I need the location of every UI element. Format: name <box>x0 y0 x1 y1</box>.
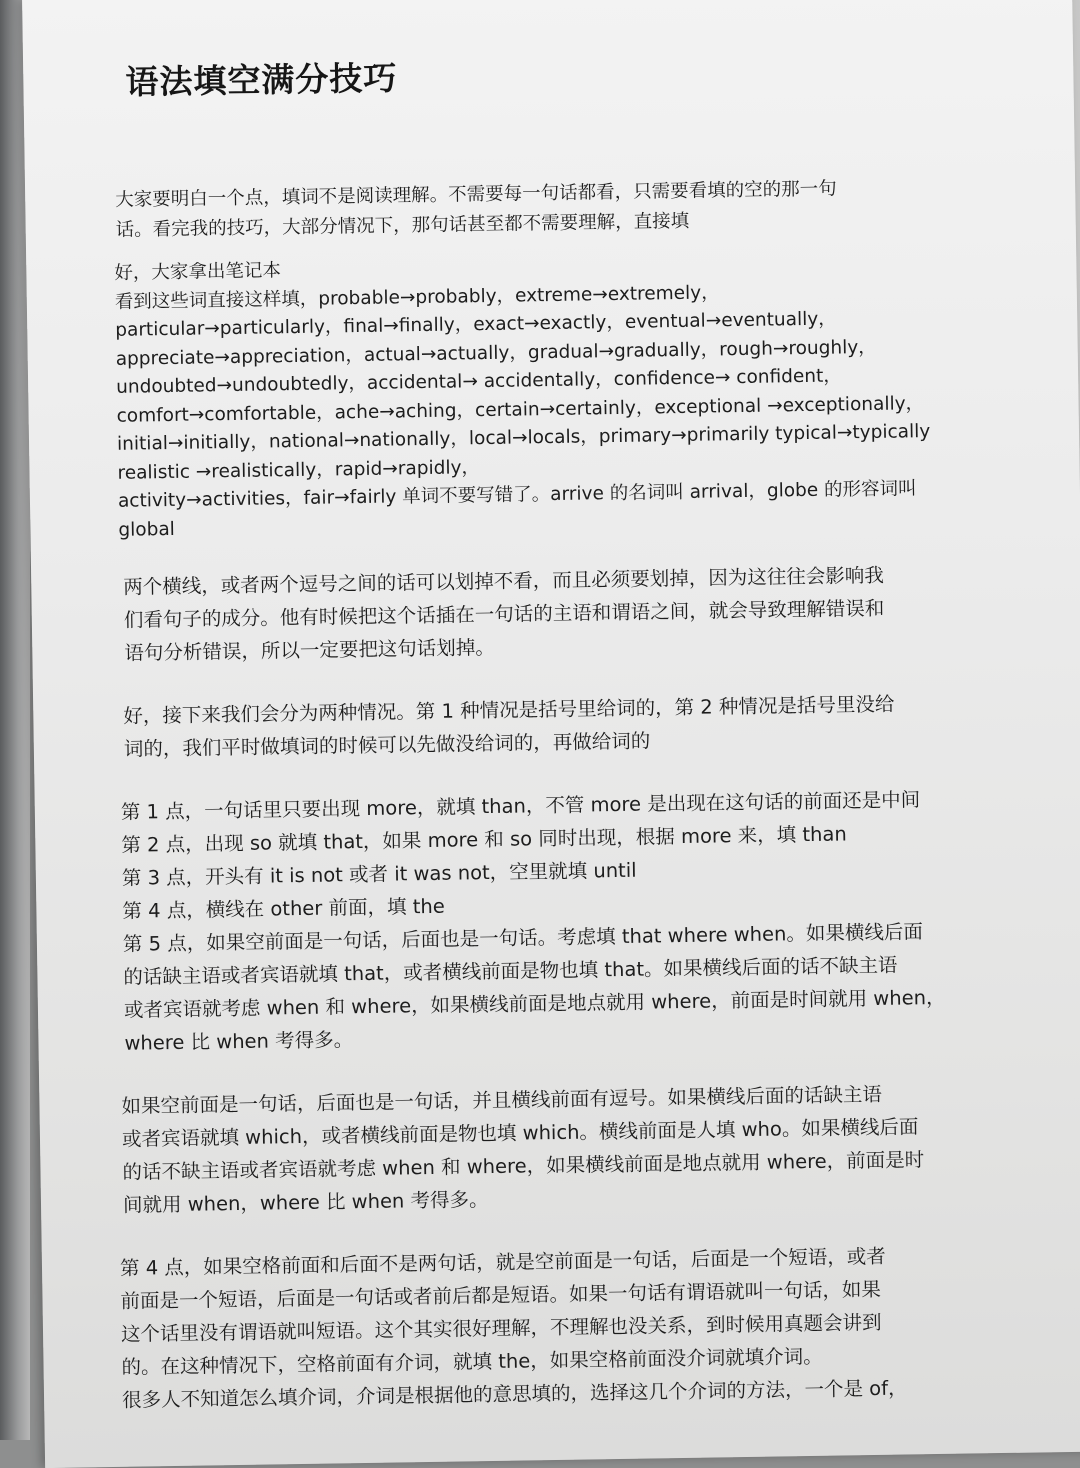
text-line: initial→initially，national→nationally，local→locals，primary→primarily typical→typically <box>116 421 931 455</box>
text-line: 前面是一个短语，后面是一句话或者前后都是短语。如果一句话有谓语就叫一句话，如果 <box>120 1277 882 1313</box>
rule-item: 第 1 点，一句话里只要出现 more，就填 than，不管 more 是出现在这句话的前面还是中间 <box>120 788 921 824</box>
text-line: 的话缺主语或者宾语就填 that，或者横线前面是物也填 that。如果横线后面的话不缺主语 <box>123 953 898 989</box>
page-title: 语法填空满分技巧 <box>125 58 398 102</box>
notes-opening: 好，大家拿出笔记本 <box>114 260 282 284</box>
text-line: realistic →realistically，rapid→rapidly， <box>117 456 481 484</box>
page-content <box>114 44 960 1417</box>
text-line: undoubted→undoubtedly，accidental→ accidentally，confidence→ confident， <box>116 365 842 398</box>
text-line: particular→particularly，final→finally，exact→exactly，eventual→eventually， <box>115 308 837 341</box>
vocabulary-notes <box>114 247 946 545</box>
text-line: 词的，我们平时做填词的时候可以先做没给词的，再做给词的 <box>123 729 651 761</box>
text-line: 或者宾语就考虑 when 和 where，如果横线前面是地点就用 where，前面是时间就用 when， <box>123 985 946 1022</box>
text-line: 如果空前面是一句话，后面也是一句话，并且横线前面有逗号。如果横线后面的话缺主语 <box>121 1082 883 1118</box>
text-line: where 比 when 考得多。 <box>124 1028 354 1055</box>
text-line: 很多人不知道怎么填介词，介词是根据他的意思填的，选择这几个介词的方法，一个是 of， <box>121 1376 908 1412</box>
text-line: 大家要明白一个点，填词不是阅读理解。不需要每一句话都看，只需要看填的空的那一句 <box>115 178 837 211</box>
text-line: 第 4 点，如果空格前面和后面不是两句话，就是空前面是一句话，后面是一个短语，或者 <box>119 1244 886 1280</box>
text-line: comfort→comfortable，ache→aching，certain→certainly，exceptional →exceptionally， <box>116 392 925 427</box>
text-line: activity→activities，fair→fairly 单词不要写错了。arrive 的名词叫 arrival，globe 的形容词叫 <box>117 478 917 512</box>
book-page <box>22 0 1080 1468</box>
text-line: 两个横线，或者两个逗号之间的话可以划掉不看，而且必须要划掉，因为这往往会影响我 <box>123 563 884 599</box>
rule-item: 第 2 点，出现 so 就填 that，如果 more 和 so 同时出现，根据 more 来，填 than <box>121 822 847 857</box>
text-line: 间就用 when，where 比 when 考得多。 <box>122 1188 489 1217</box>
text-line: 看到这些词直接这样填，probable→probably，extreme→extremely， <box>114 281 720 313</box>
text-line: 的。在这种情况下，空格前面有介词，就填 the，如果空格前面没介词就填介词。 <box>121 1344 823 1379</box>
rules-list <box>121 783 955 1060</box>
text-line: 语句分析错误，所以一定要把这句话划掉。 <box>124 635 496 665</box>
text-line: 话。看完我的技巧，大部分情况下，那句话甚至都不需要理解，直接填 <box>115 210 690 241</box>
text-line: 们看句子的成分。他有时候把这个话插在一句话的主语和谓语之间，就会导致理解错误和 <box>123 596 885 632</box>
phrase-paragraph <box>120 1239 960 1417</box>
text-line: global <box>118 518 176 541</box>
comma-clause-paragraph <box>121 1077 957 1222</box>
text-line: 这个话里没有谓语就叫短语。这个其实很好理解，不理解也没关系，到时候用真题会讲到 <box>120 1310 882 1346</box>
rule-item: 第 4 点，横线在 other 前面，填 the <box>122 894 445 923</box>
rule-item: 第 3 点，开头有 it is not 或者 it was not，空里就填 until <box>121 858 637 890</box>
rule-item: 第 5 点，如果空前面是一句话，后面也是一句话。考虑填 that where when。如果横线后面 <box>122 920 924 956</box>
dash-clause-paragraph <box>123 558 948 670</box>
text-line: 或者宾语就填 which，或者横线前面是物也填 which。横线前面是人填 who。如果横线后面 <box>121 1115 919 1151</box>
text-line: 的话不缺主语或者宾语就考虑 when 和 where，如果横线前面是地点就用 where，前面是时 <box>122 1148 925 1184</box>
text-line: appreciate→appreciation，actual→actually，gradual→gradually，rough→roughly， <box>115 336 877 370</box>
text-line: 好，接下来我们会分为两种情况。第 1 种情况是括号里给词的，第 2 种情况是括号里没给 <box>123 692 895 728</box>
